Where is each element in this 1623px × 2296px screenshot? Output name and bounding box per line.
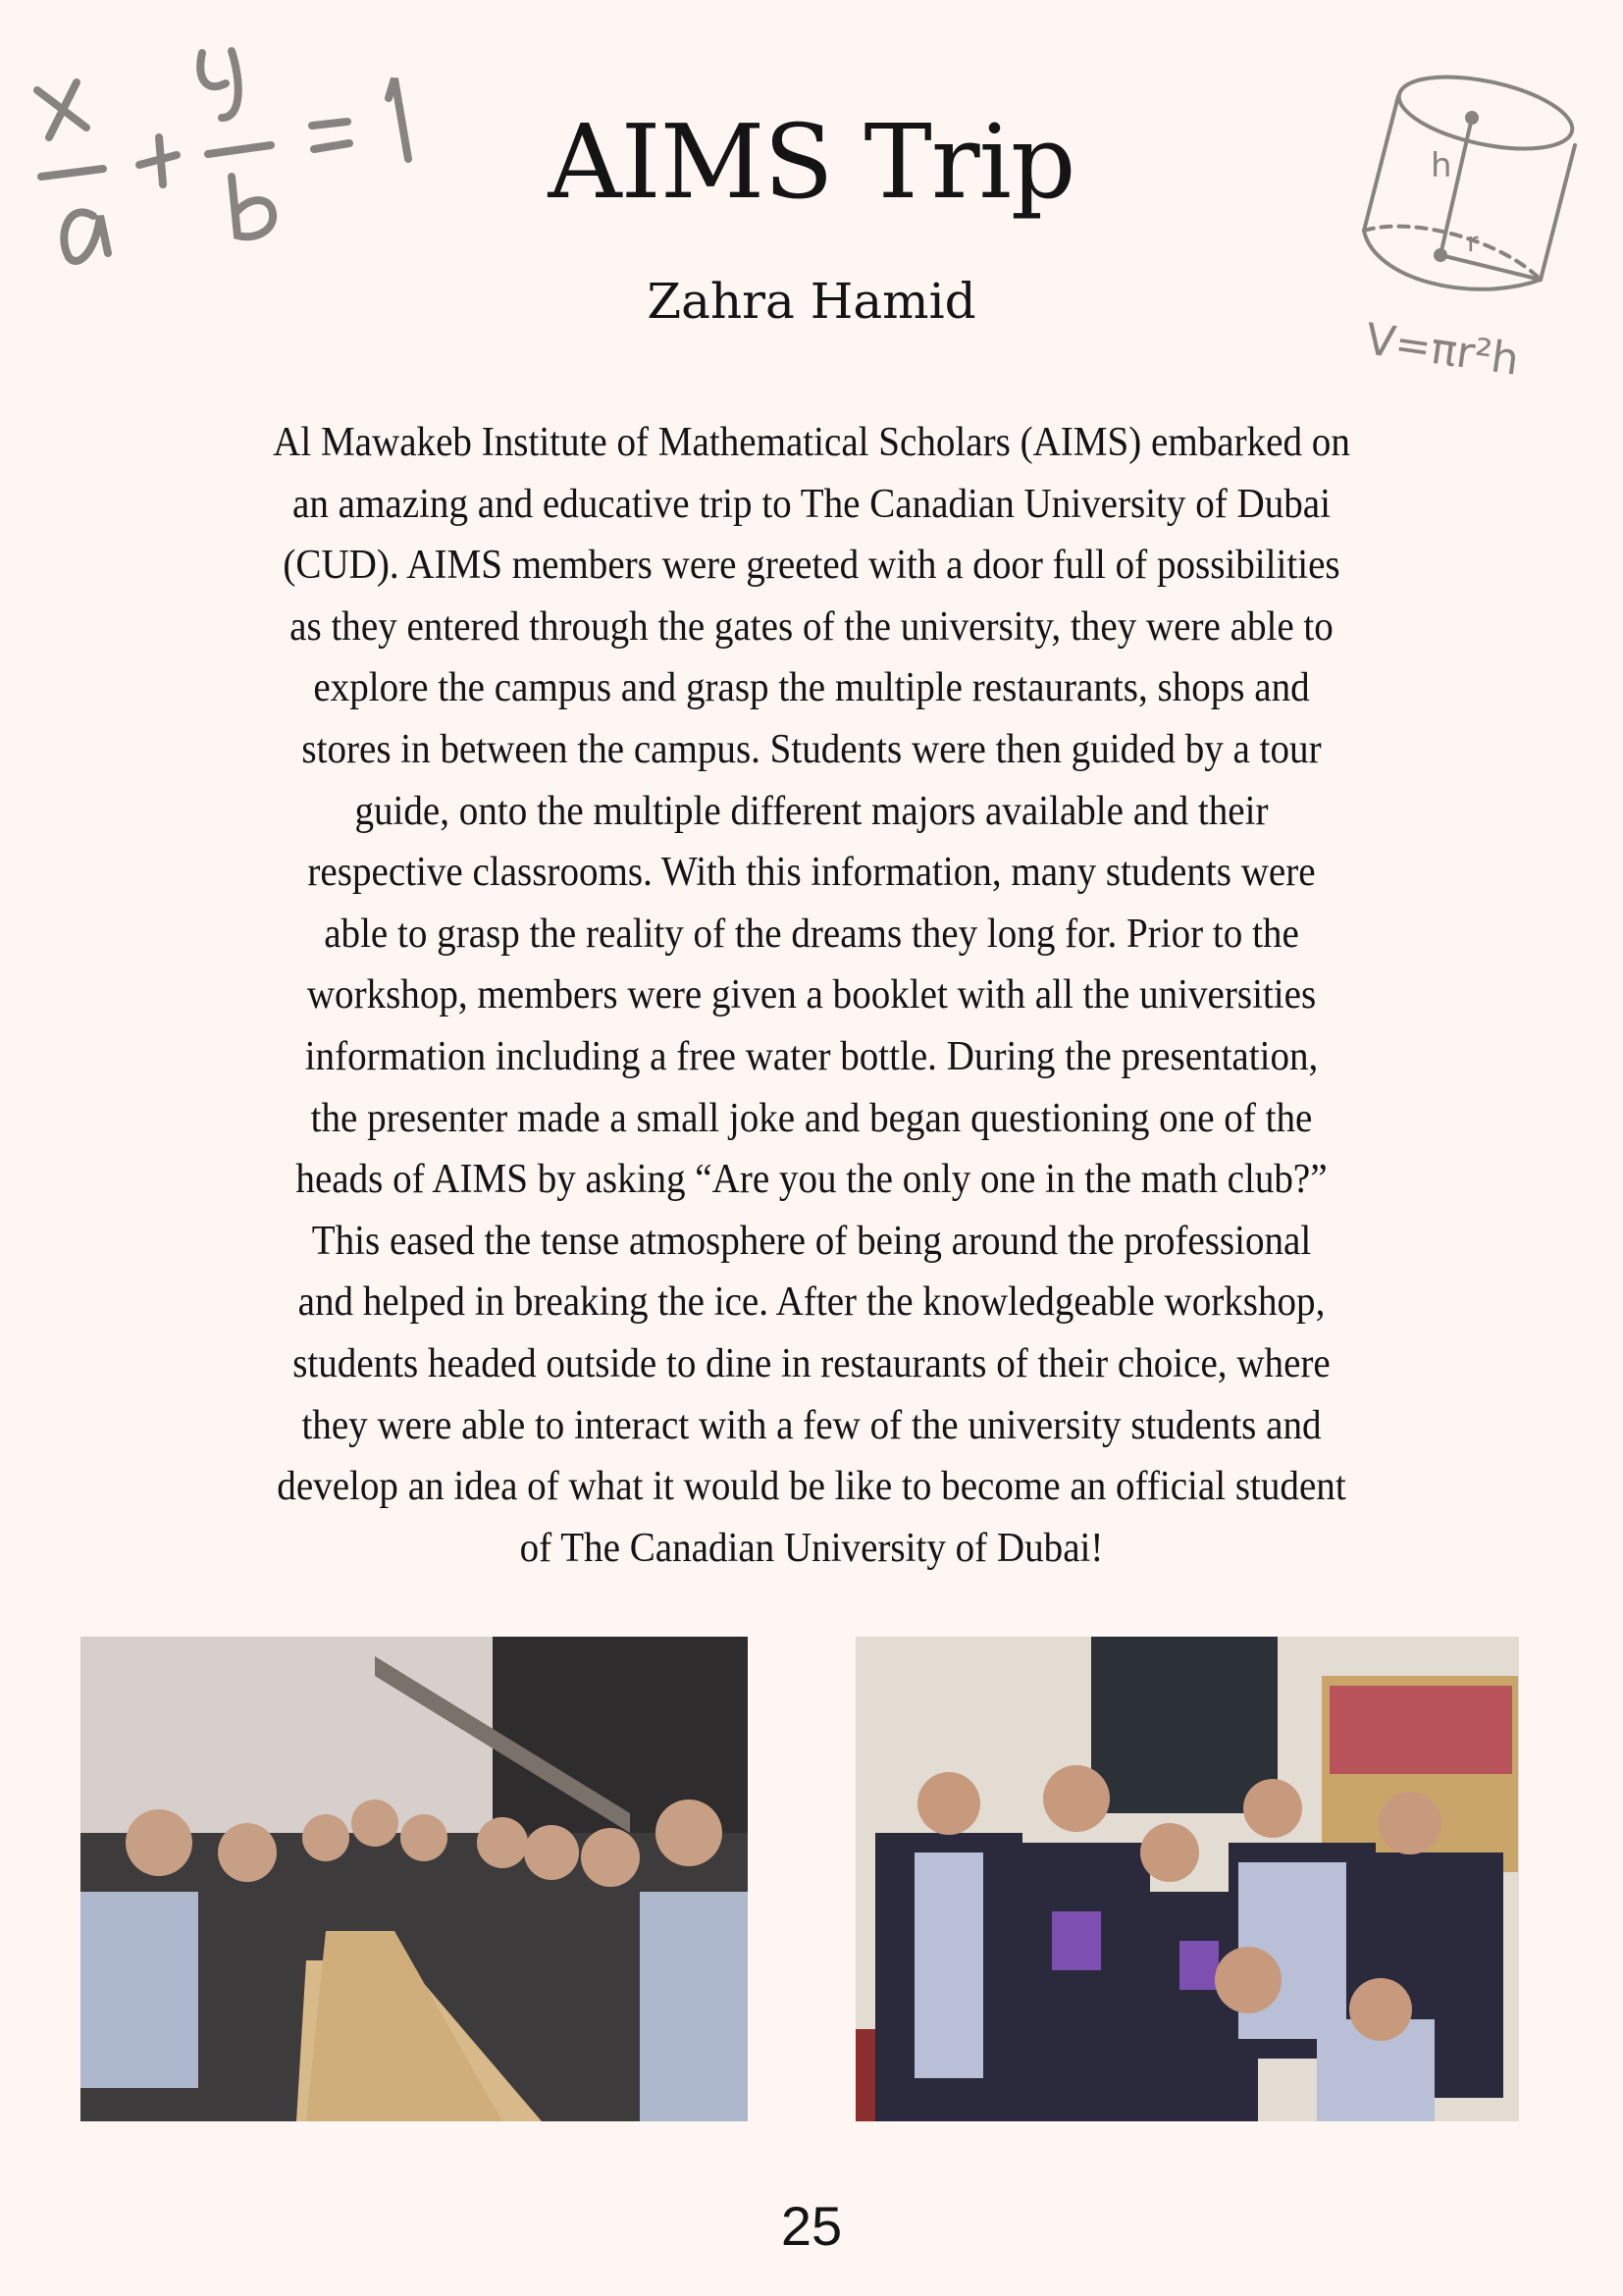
article-line: This eased the tense atmosphere of being around the professional bbox=[311, 1218, 1312, 1264]
cylinder-radius-label: r bbox=[1467, 226, 1479, 258]
article-line: workshop, members were given a booklet with all the universities bbox=[306, 972, 1317, 1018]
article-line: heads of AIMS by asking “Are you the only one in the math club?” bbox=[295, 1157, 1328, 1203]
article-line: stores in between the campus. Students were then guided by a tour bbox=[301, 726, 1322, 772]
article-line: information including a free water bottle. During the presentation, bbox=[304, 1033, 1319, 1079]
article-line: guide, onto the multiple different majors available and their bbox=[354, 788, 1269, 834]
article-line: of The Canadian University of Dubai! bbox=[519, 1525, 1104, 1571]
cylinder-height-label: h bbox=[1431, 146, 1452, 185]
article-line: as they entered through the gates of the university, they were able to bbox=[289, 603, 1334, 650]
author-name: Zahra Hamid bbox=[647, 273, 976, 330]
page-number: 25 bbox=[780, 2195, 843, 2257]
article-line: respective classrooms. With this information, many students were bbox=[307, 850, 1316, 896]
article-body bbox=[118, 412, 1505, 1579]
article-line: they were able to interact with a few of the university students and bbox=[301, 1402, 1322, 1448]
photo-boys-group-illustration bbox=[856, 1637, 1519, 2121]
article-line: develop an idea of what it would be like to become an official student bbox=[277, 1464, 1346, 1510]
article-line: an amazing and educative trip to The Canadian University of Dubai bbox=[292, 481, 1331, 527]
photo-girls-group bbox=[80, 1637, 748, 2121]
photo-boys-group bbox=[856, 1637, 1519, 2121]
article-line: Al Mawakeb Institute of Mathematical Scholars (AIMS) embarked on bbox=[273, 420, 1350, 465]
article-line: explore the campus and grasp the multiple restaurants, shops and bbox=[313, 665, 1310, 711]
photo-girls-group-illustration bbox=[80, 1637, 748, 2121]
article-line: and helped in breaking the ice. After the knowledgeable workshop, bbox=[297, 1279, 1326, 1326]
page-title: AIMS Trip bbox=[548, 102, 1075, 222]
article-line: able to grasp the reality of the dreams they long for. Prior to the bbox=[324, 911, 1299, 957]
article-line: students headed outside to dine in restaurants of their choice, where bbox=[292, 1340, 1331, 1386]
volume-formula: V=πr²h bbox=[1362, 314, 1523, 386]
article-line: (CUD). AIMS members were greeted with a door full of possibilities bbox=[283, 543, 1340, 589]
article-line: the presenter made a small joke and began questioning one of the bbox=[310, 1095, 1313, 1141]
